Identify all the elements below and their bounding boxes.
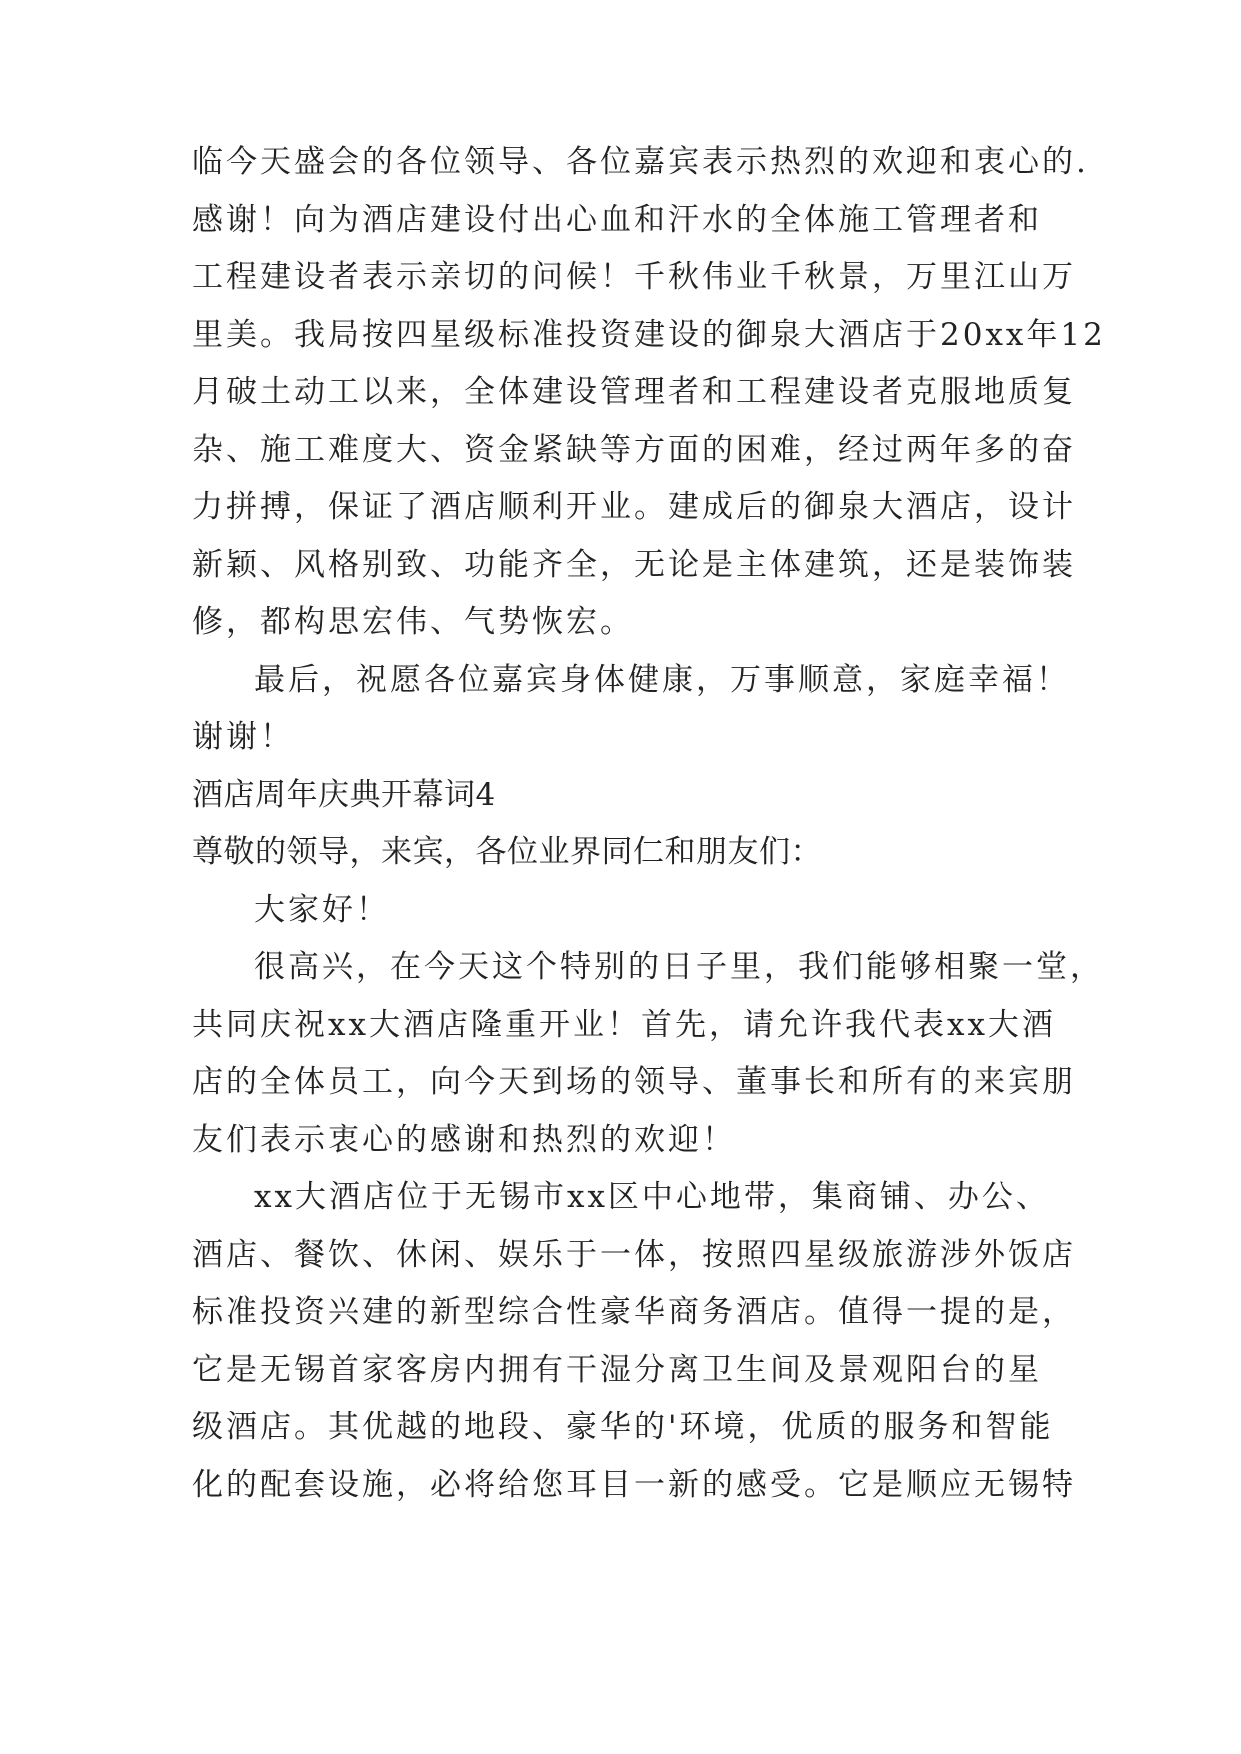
text-line: 谢谢！ — [192, 719, 294, 755]
text-line: 力拼搏，保证了酒店顺利开业。建成后的御泉大酒店，设计 — [192, 489, 1076, 525]
text-line: 工程建设者表示亲切的问候！千秋伟业千秋景，万里江山万 — [192, 259, 1076, 295]
text-line: 化的配套设施，必将给您耳目一新的感受。它是顺应无锡特 — [192, 1466, 1076, 1503]
text-line: 月破土动工以来，全体建设管理者和工程建设者克服地质复 — [192, 374, 1076, 410]
paragraph-start-line: 最后，祝愿各位嘉宾身体健康，万事顺意，家庭幸福！ — [254, 661, 1070, 698]
text-line: 酒店、餐饮、休闲、娱乐于一体，按照四星级旅游涉外饭店 — [192, 1236, 1076, 1273]
text-line: 标准投资兴建的新型综合性豪华商务酒店。值得一提的是， — [192, 1294, 1076, 1330]
text-line: 级酒店。其优越的地段、豪华的'环境，优质的服务和智能 — [192, 1409, 1054, 1445]
text-line: 临今天盛会的各位领导、各位嘉宾表示热烈的欢迎和衷心的. — [192, 144, 1089, 180]
text-line: 店的全体员工，向今天到场的领导、董事长和所有的来宾朋 — [192, 1064, 1076, 1100]
document-body — [192, 134, 1106, 1514]
paragraph-start-line: xx大酒店位于无锡市xx区中心地带，集商铺、办公、 — [254, 1179, 1050, 1215]
text-line: 它是无锡首家客房内拥有干湿分离卫生间及景观阳台的星 — [192, 1351, 1042, 1388]
salutation-line: 尊敬的领导，来宾，各位业界同仁和朋友们： — [192, 834, 822, 870]
text-line: 里美。我局按四星级标准投资建设的御泉大酒店于20xx年12 — [192, 316, 1106, 353]
text-line: 修，都构思宏伟、气势恢宏。 — [192, 604, 634, 640]
section-heading: 酒店周年庆典开幕词4 — [192, 776, 496, 813]
text-line: 友们表示衷心的感谢和热烈的欢迎！ — [192, 1121, 736, 1158]
text-line: 共同庆祝xx大酒店隆重开业！首先，请允许我代表xx大酒 — [192, 1006, 1056, 1043]
greeting-line: 大家好！ — [254, 891, 390, 928]
text-line: 感谢！向为酒店建设付出心血和汗水的全体施工管理者和 — [192, 201, 1042, 238]
paragraph-start-line: 很高兴，在今天这个特别的日子里，我们能够相聚一堂， — [254, 949, 1104, 985]
text-line: 杂、施工难度大、资金紧缺等方面的困难，经过两年多的奋 — [192, 431, 1076, 468]
text-line: 新颖、风格别致、功能齐全，无论是主体建筑，还是装饰装 — [192, 546, 1076, 583]
